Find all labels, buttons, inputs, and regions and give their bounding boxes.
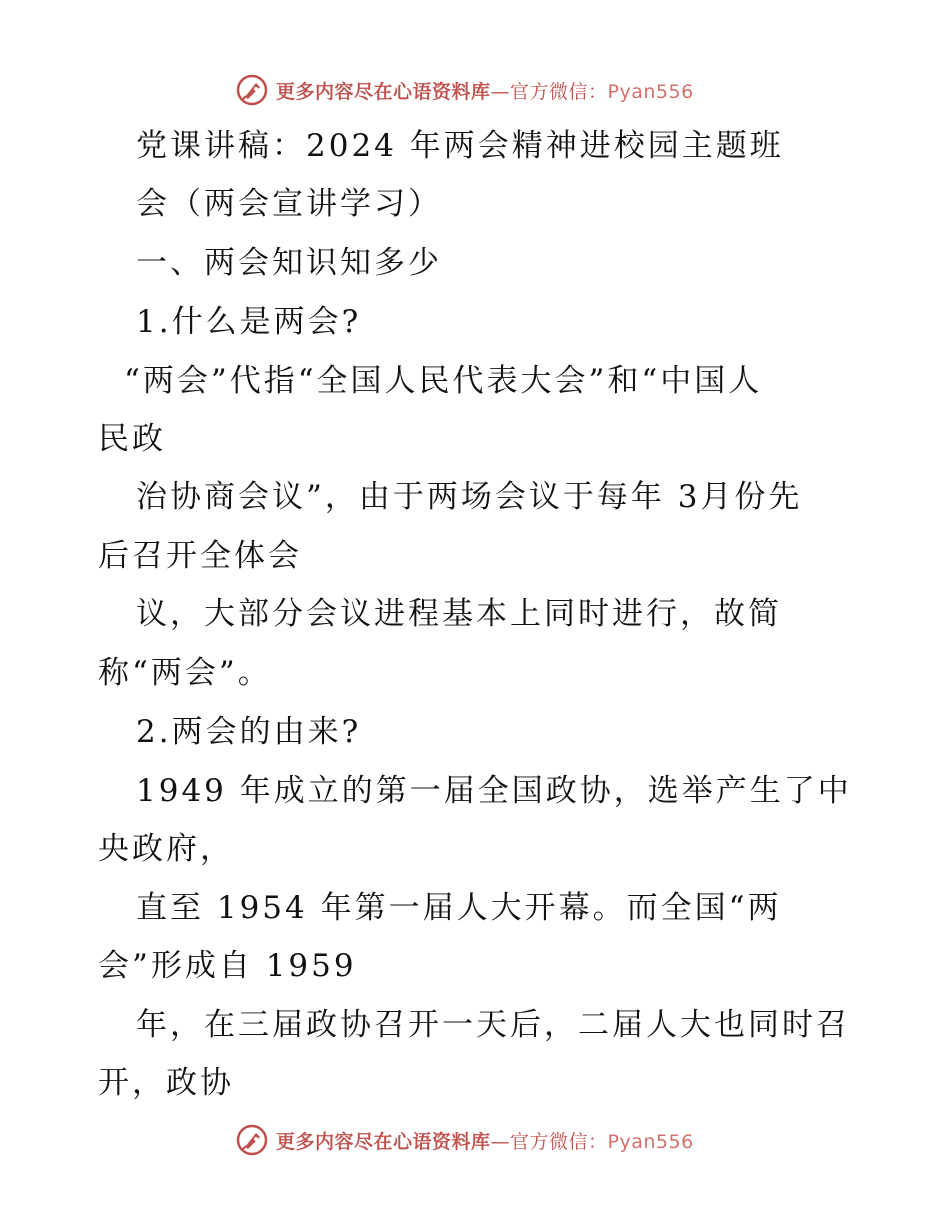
pen-nib-logo-icon [236,74,268,106]
watermark-wechat-id: Pyan556 [607,80,694,103]
paragraph-line: 直至 1954 年第一届人大开幕。而全国“两 [136,890,782,926]
watermark-brand: 更多内容尽在心语资料库 [276,1130,491,1153]
document-title-line-1: 党课讲稿：2024 年两会精神进校园主题班 [136,128,784,164]
paragraph-line: 会”形成自 1959 [98,948,357,984]
paragraph-line: 称“两会”。 [98,655,272,691]
paragraph-line: 央政府， [98,831,234,867]
watermark-wechat-label: 官方微信： [510,1130,608,1153]
paragraph-line: 后召开全体会 [98,538,302,574]
question-heading-2: 2.两会的由来? [136,714,362,750]
watermark-separator: — [490,1130,511,1153]
watermark-brand: 更多内容尽在心语资料库 [276,80,491,103]
watermark-banner-bottom [236,1122,694,1158]
watermark-text [276,1127,694,1154]
paragraph-line: 民政 [98,421,166,457]
watermark-separator: — [490,80,511,103]
paragraph-line: 开，政协 [98,1065,234,1101]
paragraph-line: 年，在三届政协召开一天后，二届人大也同时召 [136,1007,850,1043]
watermark-text [276,77,694,104]
paragraph-line: 1949 年成立的第一届全国政协，选举产生了中 [136,773,852,809]
paragraph-line: “两会”代指“全国人民代表大会”和“中国人 [124,363,763,399]
watermark-wechat-label: 官方微信： [510,80,608,103]
pen-nib-logo-icon [236,1124,268,1156]
watermark-wechat-id: Pyan556 [607,1130,694,1153]
paragraph-line: 治协商会议”，由于两场会议于每年 3月份先 [136,479,803,515]
document-title-line-2: 会（两会宣讲学习） [136,186,442,222]
section-heading: 一、两会知识知多少 [136,245,442,281]
watermark-banner-top [236,72,694,108]
question-heading-1: 1.什么是两会? [136,304,362,340]
paragraph-line: 议，大部分会议进程基本上同时进行，故简 [136,596,782,632]
